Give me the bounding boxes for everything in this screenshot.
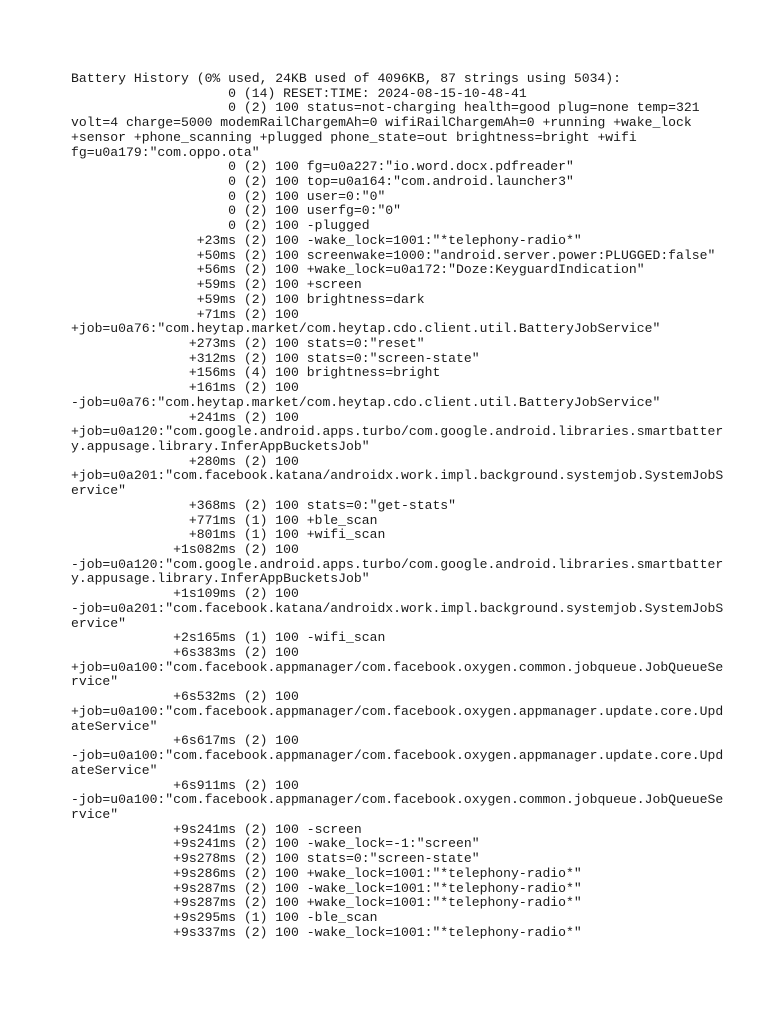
log-line: 0 (2) 100 status=not-charging health=good plug=none temp=321 (71, 100, 700, 116)
log-line: +9s287ms (2) 100 +wake_lock=1001:"*telephony-radio*" (71, 895, 582, 911)
log-line: +9s241ms (2) 100 -wake_lock=-1:"screen" (71, 836, 480, 852)
log-line: +9s286ms (2) 100 +wake_lock=1001:"*telephony-radio*" (71, 865, 582, 881)
log-line: +59ms (2) 100 +screen (71, 277, 362, 293)
log-line: +1s082ms (2) 100 (71, 542, 299, 557)
log-line: +job=u0a201:"com.facebook.katana/androidx.work.impl.background.systemjob.SystemJobS (71, 468, 724, 484)
log-line: +6s911ms (2) 100 (71, 777, 299, 793)
log-line: +6s532ms (2) 100 (71, 689, 299, 705)
log-line: +56ms (2) 100 +wake_lock=u0a172:"Doze:KeyguardIndication" (71, 262, 645, 278)
log-line: +9s337ms (2) 100 -wake_lock=1001:"*telephony-radio*" (71, 924, 582, 940)
log-line: +2s165ms (1) 100 -wifi_scan (71, 630, 386, 646)
log-line: y.appusage.library.InferAppBucketsJob" (71, 571, 370, 587)
log-line: -job=u0a76:"com.heytap.market/com.heytap.cdo.client.util.BatteryJobService" (71, 394, 661, 410)
log-line: 0 (2) 100 -plugged (71, 218, 370, 234)
log-header-line: Battery History (0% used, 24KB used of 4096KB, 87 strings using 5034): (71, 71, 622, 86)
log-line: +9s241ms (2) 100 -screen (71, 821, 362, 837)
log-line: -job=u0a120:"com.google.android.apps.turbo/com.google.android.libraries.smartbatter (71, 556, 724, 572)
log-line: ateService" (71, 718, 158, 734)
log-line: +sensor +phone_scanning +plugged phone_state=out brightness=bright +wifi (71, 129, 637, 145)
log-line: 0 (2) 100 fg=u0a227:"io.word.docx.pdfreader" (71, 159, 574, 175)
log-line: ateService" (71, 762, 158, 778)
log-line: +9s295ms (1) 100 -ble_scan (71, 909, 378, 925)
log-line: +job=u0a76:"com.heytap.market/com.heytap.cdo.client.util.BatteryJobService" (71, 321, 661, 337)
log-line: volt=4 charge=5000 modemRailChargemAh=0 wifiRailChargemAh=0 +running +wake_lock (71, 115, 692, 131)
log-line: +job=u0a100:"com.facebook.appmanager/com.facebook.oxygen.common.jobqueue.JobQueueSe (71, 659, 724, 675)
log-line: y.appusage.library.InferAppBucketsJob" (71, 438, 370, 454)
log-line: -job=u0a100:"com.facebook.appmanager/com.facebook.oxygen.common.jobqueue.JobQueueSe (71, 792, 724, 808)
log-line: 0 (14) RESET:TIME: 2024-08-15-10-48-41 (71, 85, 527, 101)
log-line: +156ms (4) 100 brightness=bright (71, 365, 441, 381)
log-line: -job=u0a201:"com.facebook.katana/androidx.work.impl.background.systemjob.SystemJobS (71, 600, 724, 616)
log-line: +50ms (2) 100 screenwake=1000:"android.server.power:PLUGGED:false" (71, 247, 716, 263)
log-line: ervice" (71, 483, 127, 499)
log-line: +59ms (2) 100 brightness=dark (71, 291, 425, 307)
battery-history-log (71, 71, 724, 940)
log-line: +71ms (2) 100 (71, 306, 299, 322)
log-line: +280ms (2) 100 (71, 453, 299, 469)
log-line: rvice" (71, 674, 119, 690)
log-line: +273ms (2) 100 stats=0:"reset" (71, 335, 425, 351)
log-line: +368ms (2) 100 stats=0:"get-stats" (71, 497, 457, 513)
log-line: +job=u0a120:"com.google.android.apps.turbo/com.google.android.libraries.smartbatter (71, 424, 724, 440)
log-line: +801ms (1) 100 +wifi_scan (71, 527, 386, 543)
log-line: +1s109ms (2) 100 (71, 586, 299, 602)
log-line: +job=u0a100:"com.facebook.appmanager/com.facebook.oxygen.appmanager.update.core.Upd (71, 703, 724, 719)
log-line: 0 (2) 100 userfg=0:"0" (71, 203, 402, 219)
log-line: 0 (2) 100 top=u0a164:"com.android.launcher3" (71, 174, 574, 190)
log-line: rvice" (71, 806, 119, 822)
log-line: -job=u0a100:"com.facebook.appmanager/com.facebook.oxygen.appmanager.update.core.Upd (71, 748, 724, 764)
log-line: +161ms (2) 100 (71, 380, 299, 396)
log-line: +6s617ms (2) 100 (71, 733, 299, 749)
log-line: +9s278ms (2) 100 stats=0:"screen-state" (71, 851, 480, 867)
log-line: +6s383ms (2) 100 (71, 645, 299, 661)
log-line: 0 (2) 100 user=0:"0" (71, 188, 386, 204)
log-line: ervice" (71, 615, 127, 631)
log-line: +312ms (2) 100 stats=0:"screen-state" (71, 350, 480, 366)
log-line: +23ms (2) 100 -wake_lock=1001:"*telephony-radio*" (71, 232, 582, 248)
log-line: +241ms (2) 100 (71, 409, 299, 425)
log-line: +771ms (1) 100 +ble_scan (71, 512, 378, 528)
log-line: fg=u0a179:"com.oppo.ota" (71, 144, 260, 160)
log-line: +9s287ms (2) 100 -wake_lock=1001:"*telephony-radio*" (71, 880, 582, 896)
